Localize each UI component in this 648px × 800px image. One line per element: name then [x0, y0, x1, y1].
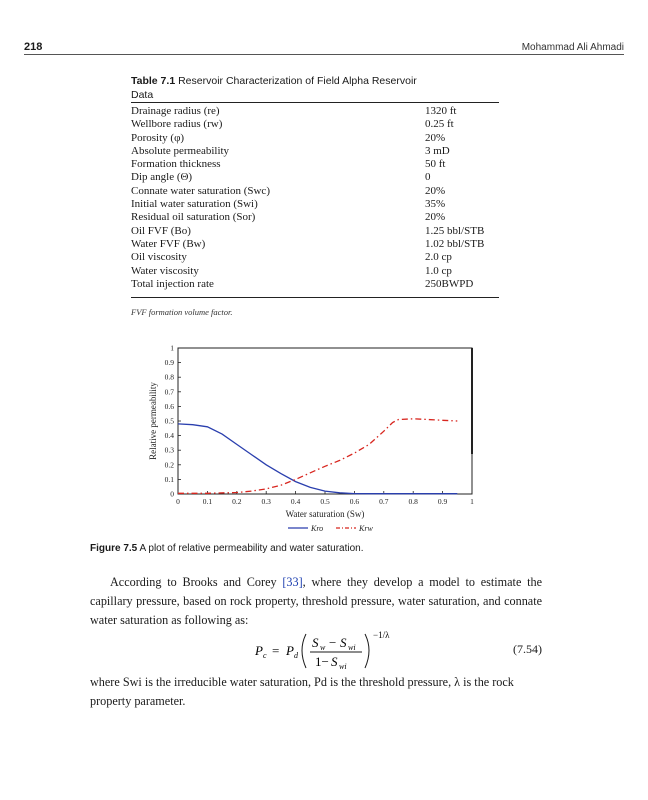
- svg-text:P: P: [286, 643, 294, 658]
- y-tick-label: 0.9: [164, 358, 174, 368]
- table-cell-parameter: Total injection rate: [131, 277, 214, 290]
- svg-text:=: =: [272, 643, 280, 658]
- y-tick-label: 0.2: [164, 460, 174, 470]
- table-cell-value: 1.0 cp: [425, 264, 452, 277]
- y-axis-label: Relative permeability: [148, 382, 158, 460]
- x-tick-label: 0.4: [290, 497, 301, 506]
- y-tick-label: 0.4: [164, 431, 174, 441]
- legend-label: Krw: [359, 524, 373, 533]
- equation-block: [90, 628, 542, 676]
- table-cell-value: 20%: [425, 184, 446, 197]
- svg-text:wi: wi: [348, 643, 356, 652]
- table-cell-value: 2.0 cp: [425, 251, 452, 264]
- table-row: [131, 158, 499, 171]
- x-axis-label: Water saturation (Sw): [285, 509, 365, 519]
- svg-text:S: S: [340, 635, 347, 650]
- table-row: [131, 185, 499, 198]
- table-footnote: FVF formation volume factor.: [131, 307, 233, 317]
- table-cell-value: 20%: [425, 211, 446, 224]
- x-tick-label: 0.9: [437, 497, 448, 506]
- svg-text:S: S: [312, 635, 319, 650]
- table-cell-value: 250BWPD: [425, 277, 474, 290]
- svg-text:1−: 1−: [315, 654, 329, 669]
- y-tick-label: 0.8: [164, 372, 174, 382]
- x-tick-label: 0: [176, 497, 180, 506]
- table-top-rule: [131, 102, 499, 103]
- table-cell-value: 1.25 bbl/STB: [425, 224, 485, 237]
- table-title-text: Reservoir Characterization of Field Alpha Reservoir Data: [131, 75, 417, 101]
- y-tick-label: 0.7: [164, 387, 174, 397]
- x-tick-label: 0.1: [202, 497, 213, 506]
- svg-text:wi: wi: [339, 662, 347, 671]
- table-row: [131, 265, 499, 278]
- y-tick-label: 0.1: [164, 474, 174, 484]
- table-bottom-rule: [131, 297, 499, 298]
- table-label: Table 7.1: [131, 75, 176, 87]
- table-cell-value: 20%: [425, 131, 446, 144]
- table-cell-value: 0: [425, 171, 431, 184]
- y-tick-label: 0.3: [164, 445, 174, 455]
- para1-text-end: , where they develop a model to estimate the capillary pressure, based on rock property, threshold pressure, water saturation, and connate water saturation as following as:: [90, 575, 543, 627]
- running-head-author: Mohammad Ali Ahmadi: [521, 42, 624, 53]
- svg-text:S: S: [331, 654, 338, 669]
- svg-text:c: c: [263, 651, 267, 660]
- equation-number: (7.54): [513, 642, 542, 656]
- table-cell-parameter: Drainage radius (re): [131, 105, 220, 117]
- table-cell-parameter: Oil viscosity: [131, 251, 187, 264]
- svg-text:−1/λ: −1/λ: [373, 630, 390, 640]
- table-title: [131, 74, 431, 102]
- y-tick-label: 1: [170, 343, 174, 353]
- table-row: [131, 198, 499, 211]
- table-row: [131, 118, 499, 131]
- body-paragraph-2: where Swi is the irreducible water saturation, Pd is the threshold pressure, λ is the rock property parameter.: [90, 675, 514, 708]
- figure-caption: [90, 543, 364, 554]
- table-row: [131, 278, 499, 291]
- svg-text:−: −: [329, 635, 337, 650]
- table-cell-parameter: Porosity (φ): [131, 131, 185, 144]
- header-rule: [24, 54, 624, 55]
- table-cell-value: 50 ft: [425, 158, 446, 171]
- table-cell-parameter: Wellbore radius (rw): [131, 118, 223, 131]
- x-tick-label: 0.8: [408, 497, 418, 506]
- table-row: [131, 132, 499, 145]
- body-paragraph-1: [90, 573, 542, 630]
- x-tick-label: 1: [470, 497, 474, 506]
- table-cell-parameter: Connate water saturation (Swc): [131, 184, 270, 197]
- legend-label: Kro: [311, 524, 324, 533]
- page-number: 218: [24, 41, 43, 53]
- y-tick-label: 0: [170, 489, 174, 499]
- y-tick-label: 0.6: [164, 401, 174, 411]
- para1-text-start: According to Brooks and Corey: [110, 575, 283, 589]
- x-tick-label: 0.2: [232, 497, 242, 506]
- x-tick-label: 0.6: [349, 497, 360, 506]
- x-tick-label: 0.5: [320, 497, 330, 506]
- table-row: [131, 251, 499, 264]
- svg-text:w: w: [320, 643, 326, 652]
- table-cell-value: 1320 ft: [425, 105, 457, 117]
- table-row: [131, 145, 499, 158]
- table-cell-parameter: Water FVF (Bw): [131, 237, 206, 250]
- table-cell-parameter: Initial water saturation (Swi): [131, 198, 258, 211]
- table-row: [131, 105, 499, 118]
- table-cell-parameter: Formation thickness: [131, 158, 221, 171]
- x-tick-label: 0.7: [379, 497, 389, 506]
- table-cell-parameter: Water viscosity: [131, 264, 199, 277]
- table-cell-parameter: Residual oil saturation (Sor): [131, 211, 256, 224]
- table-row: [131, 211, 499, 224]
- y-tick-label: 0.5: [164, 416, 174, 426]
- citation-link[interactable]: [33]: [282, 575, 303, 589]
- table-cell-value: 0.25 ft: [425, 118, 454, 131]
- reservoir-data-table: [131, 105, 499, 291]
- table-cell-parameter: Absolute permeability: [131, 144, 230, 157]
- table-cell-parameter: Oil FVF (Bo): [131, 224, 191, 237]
- table-row: [131, 171, 499, 184]
- svg-text:d: d: [294, 651, 298, 660]
- svg-text:P: P: [255, 643, 263, 658]
- table-row: [131, 225, 499, 238]
- plot-frame: [178, 348, 472, 494]
- x-tick-label: 0.3: [261, 497, 271, 506]
- figure-label: Figure 7.5: [90, 543, 138, 554]
- relative-permeability-chart: [140, 338, 490, 560]
- brooks-corey-equation: [90, 628, 450, 676]
- table-cell-parameter: Dip angle (Θ): [131, 171, 193, 184]
- table-cell-value: 1.02 bbl/STB: [425, 237, 485, 250]
- figure-caption-text: A plot of relative permeability and water saturation.: [139, 543, 364, 554]
- table-row: [131, 238, 499, 251]
- table-cell-value: 35%: [425, 198, 446, 211]
- table-cell-value: 3 mD: [425, 144, 450, 157]
